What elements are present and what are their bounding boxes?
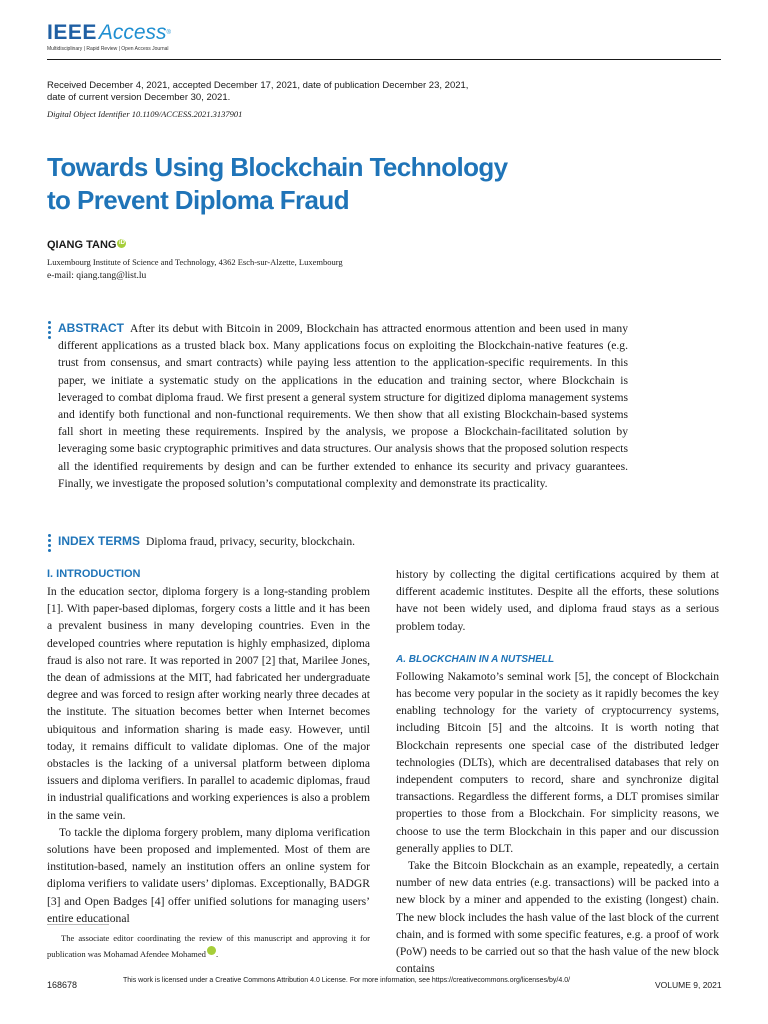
orcid-icon[interactable]: iD xyxy=(118,240,125,246)
index-terms-label: INDEX TERMS xyxy=(58,534,141,548)
logo-wordmark xyxy=(47,22,171,44)
section-heading-introduction: I. INTRODUCTION xyxy=(47,568,141,580)
blockchain-paragraph-2: Take the Bitcoin Blockchain as an example, repeatedly, a certain number of new data entries (e.g. transactions) will be packed into a new block by a miner and appended to the existing (longest) chain. The new block includes the hash value of the last block of the current chain, and is formed with some specific features, e.g. a proof of work (PoW) needs to be carried out so that the hash value of the new block contains xyxy=(396,859,719,976)
abstract-label: ABSTRACT xyxy=(58,321,124,335)
right-column xyxy=(396,566,719,977)
footnote-orcid-icon[interactable]: iD xyxy=(207,946,216,955)
index-terms-marker-icon xyxy=(48,534,51,554)
author-name xyxy=(47,239,126,251)
abstract-marker-icon xyxy=(48,321,51,341)
logo-trademark: ® xyxy=(166,30,171,36)
dates-line-1: Received December 4, 2021, accepted December 17, 2021, date of publication December 23, 2021, xyxy=(47,80,469,91)
intro-paragraph-1: In the education sector, diploma forgery is a long-standing problem [1]. With paper-based diplomas, forgery costs a little and it has been a prevalent business in many developing countries. Even in the developed countries where reputation is highly emphasized, diploma fraud is also not rare. It was reported in 2007 [2] that, Marilee Jones, the dean of admissions at the MIT, had fabricated her undergraduate degree and was forced to resign after working nearly three decades at the institute. The situation becomes better when Internet becomes ubiquitous and information sharing is made easy. However, until today, it remains difficult to validate diplomas. One of the major obstacles is the lacking of a universal platform between diploma issuers and diploma verifiers. In parallel to academic diplomas, fraud in industrial qualifications and working experiences is also a problem in the same vein. xyxy=(47,585,370,822)
author-email: e-mail: qiang.tang@list.lu xyxy=(47,271,147,281)
logo-tagline: Multidisciplinary | Rapid Review | Open Access Journal xyxy=(47,46,169,52)
intro-paragraph-3: history by collecting the digital certifications acquired by them at different academic institutes. Despite all the efforts, these solutions have not been widely used, and diploma fraud stays as a serious problem today. xyxy=(396,568,719,633)
author-name-text: QIANG TANG xyxy=(47,239,117,251)
title-line-2: to Prevent Diploma Fraud xyxy=(47,185,349,215)
page-number: 168678 xyxy=(47,980,78,990)
index-terms-text: Diploma fraud, privacy, security, blockchain. xyxy=(146,535,356,548)
doi-identifier: Digital Object Identifier 10.1109/ACCESS.2021.3137901 xyxy=(47,109,243,119)
journal-logo xyxy=(47,22,171,52)
index-terms xyxy=(58,533,628,550)
abstract xyxy=(58,320,628,492)
footnote xyxy=(47,930,370,962)
intro-paragraph-2: To tackle the diploma forgery problem, many diploma verification solutions have been proposed and implemented. Most of them are institution-based, namely an institution offers an online system for diploma verifiers to validate users’ diplomas. Exceptionally, BADGR [3] and Open Badges [4] offer unified solutions for managing users’ entire educational xyxy=(47,825,370,925)
left-column xyxy=(47,566,370,927)
author-affiliation: Luxembourg Institute of Science and Technology, 4362 Esch-sur-Alzette, Luxembourg xyxy=(47,257,343,267)
abstract-text: After its debut with Bitcoin in 2009, Blockchain has attracted enormous attention and been used in many different applications as a trusted black box. Many applications focus on exploiting the Blockchain-native features (e.g. trust from consensus, and smart contracts) while paying less attention to the application-specific requirements. In this paper, we initiate a systematic study on the applications in the education and training sector, where Blockchain is leveraged to combat diploma fraud. We first present a general system structure for digitized diploma management systems and identify both functional and non-functional requirements. We then show that all existing Blockchain-based systems fall short in meeting these requirements. Inspired by the analysis, we propose a Blockchain-facilitated solution by leveraging some basic cryptographic primitives and data structures. Our analysis shows that the proposed solution respects all the identified requirements by design and can be further extended to enhance its security and privacy guarantees. Finally, we investigate the proposed solution’s computational complexity and demonstrate its practicality. xyxy=(58,322,628,490)
blockchain-paragraph-1: Following Nakamoto’s seminal work [5], the concept of Blockchain has become very popular in the society as it rapidly becomes the key enabling technology for the variety of cryptocurrency systems, including Bitcoin [5] and the altcoins. It is worth noting that Blockchain represents one special case of the distributed ledger technologies (DLTs), which are decentralised databases that rely on independent computers to record, share and synchronize digital transactions. Regardless the different forms, a DLT promises similar properties to those from a Blockchain. For simplicity reasons, we choose to use the term Blockchain in this paper and our discussion generally applies to DLT. xyxy=(396,669,719,855)
logo-access-text: Access xyxy=(98,21,167,44)
dates-line-2: date of current version December 30, 2021. xyxy=(47,92,231,103)
header-divider xyxy=(47,59,721,60)
footnote-divider xyxy=(47,924,109,925)
volume-info: VOLUME 9, 2021 xyxy=(655,980,722,990)
footnote-text: The associate editor coordinating the review of this manuscript and approving it for publication was Mohamad Afendee Mohamed xyxy=(47,933,370,959)
subsection-heading-blockchain: A. BLOCKCHAIN IN A NUTSHELL xyxy=(396,653,555,665)
title-line-1: Towards Using Blockchain Technology xyxy=(47,152,508,182)
footnote-end: . xyxy=(215,949,219,959)
paper-title xyxy=(47,151,707,217)
logo-ieee-text: IEEE xyxy=(47,21,97,44)
license-notice[interactable]: This work is licensed under a Creative Commons Attribution 4.0 License. For more information, see https://creativecommons.org/licenses/by/4.0/ xyxy=(123,977,571,984)
publication-dates xyxy=(47,80,719,104)
